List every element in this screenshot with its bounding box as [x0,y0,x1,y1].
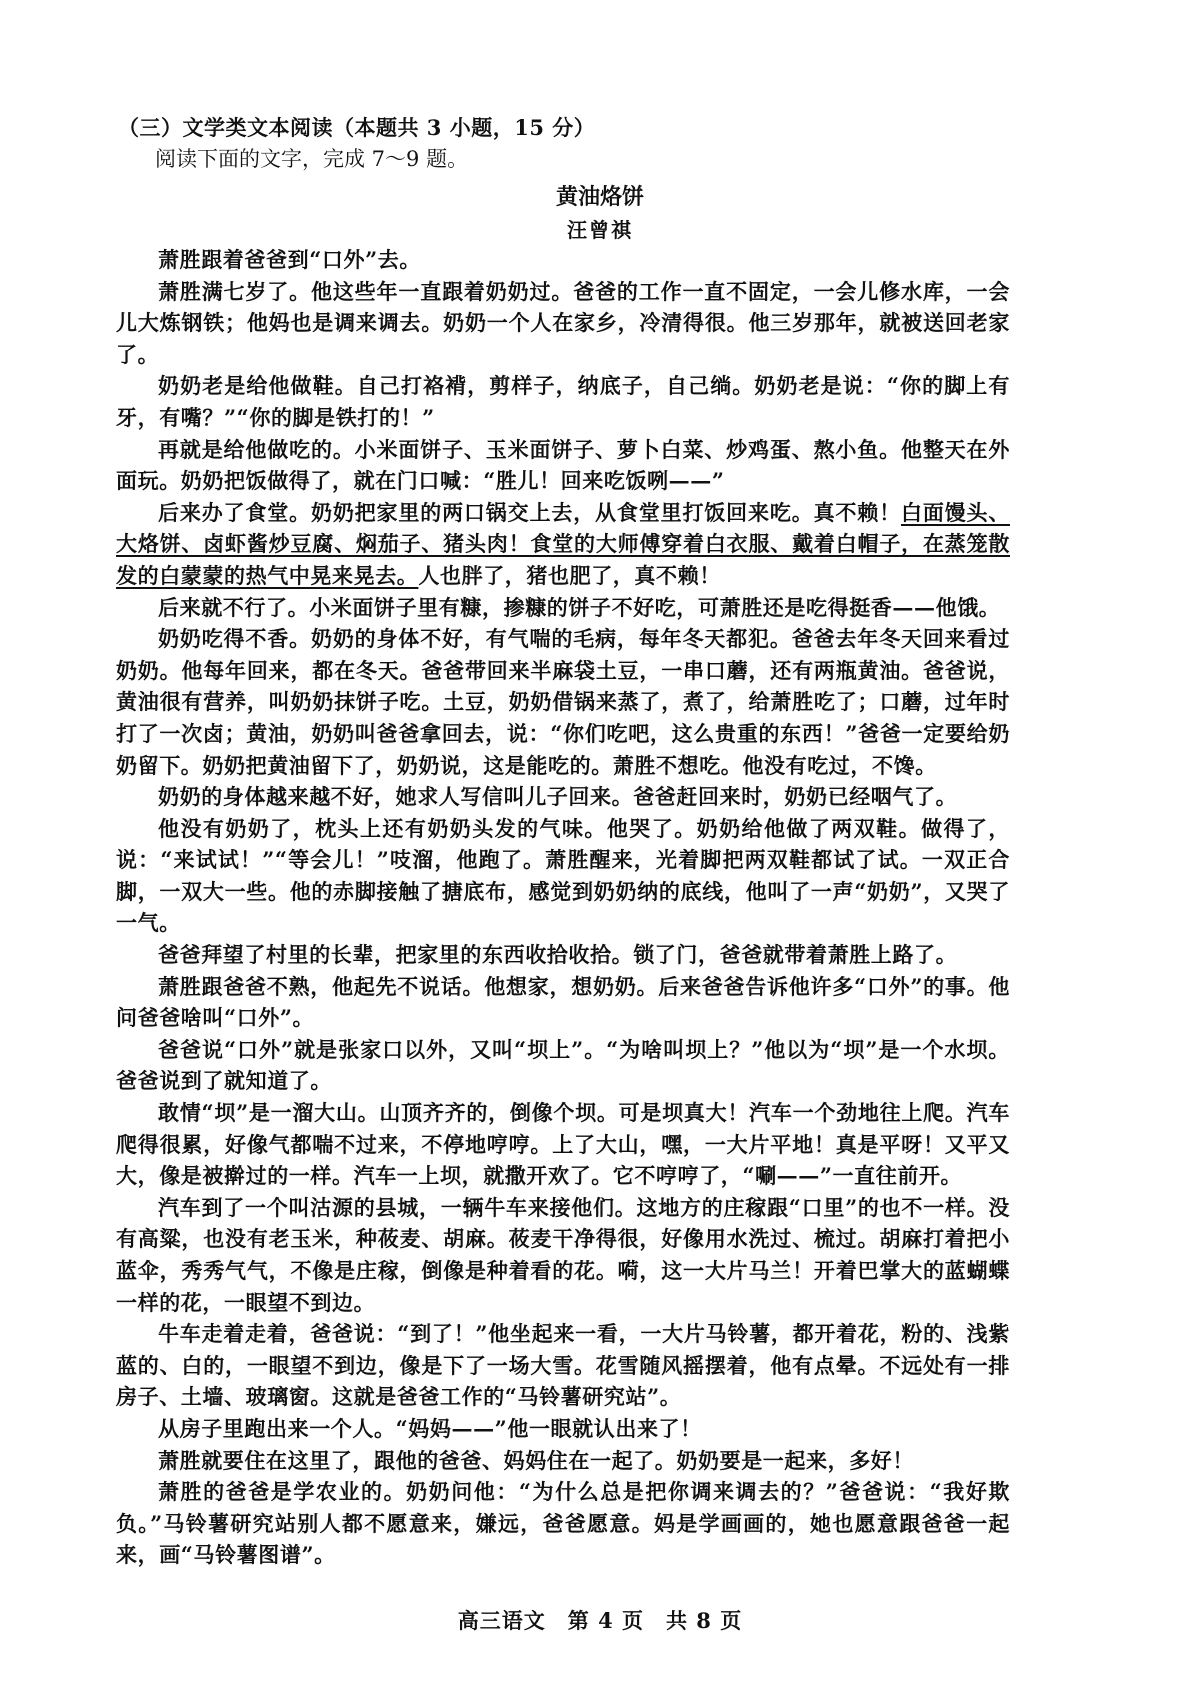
paragraph-underlined [116,497,1010,592]
paragraph: 爸爸说“口外”就是张家口以外，又叫“坝上”。“为啥叫坝上？”他以为“坝”是一个水坝。爸爸说到了就知道了。 [116,1036,1010,1094]
paragraph: 萧胜跟着爸爸到“口外”去。 [158,247,421,272]
paragraph: 后来就不行了。小米面饼子里有糠，掺糠的饼子不好吃，可萧胜还是吃得挺香——他饿。 [158,594,1001,620]
paragraph: 萧胜满七岁了。他这些年一直跟着奶奶过。爸爸的工作一直不固定，一会儿修水库，一会儿大炼钢铁；他妈也是调来调去。奶奶一个人在家乡，冷清得很。他三岁那年，就被送回老家了。 [116,278,1010,367]
section-heading: （三）文学类文本阅读（本题共 3 小题，15 分） [118,115,596,140]
page-footer: 高三语文 第 4 页 共 8 页 [457,1608,743,1633]
paragraph: 奶奶吃得不香。奶奶的身体不好，有气喘的毛病，每年冬天都犯。爸爸去年冬天回来看过奶奶。他每年回来，都在冬天。爸爸带回来半麻袋土豆，一串口蘑，还有两瓶黄油。爸爸说，黄油很有营养，叫奶奶抹饼子吃。土豆，奶奶借锅来蒸了，煮了，给萧胜吃了；口蘑，过年时打了一次卤；黄油，奶奶叫爸爸拿回去，说：“你们吃吧，这么贵重的东西！”爸爸一定要给奶奶留下。奶奶把黄油留下了，奶奶说，这是能吃的。萧胜不想吃。他没有吃过，不馋。 [116,626,1010,778]
paragraph: 汽车到了一个叫沽源的县城，一辆牛车来接他们。这地方的庄稼跟“口里”的也不一样。没有高粱，也没有老玉米，种莜麦、胡麻。莜麦干净得很，好像用水洗过、梳过。胡麻打着把小蓝伞，秀秀气气，不像是庄稼，倒像是种着看的花。嗬，这一大片马兰！开着巴掌大的蓝蝴蝶一样的花，一眼望不到边。 [116,1194,1010,1315]
paragraph-text: 后来办了食堂。奶奶把家里的两口锅交上去，从食堂里打饭回来吃。真不赖！ [158,499,901,525]
article-author: 汪曾祺 [567,218,633,242]
underlined-passage: 白面馒头、大烙饼、卤虾酱炒豆腐、焖茄子、猪头肉！食堂的大师傅穿着白衣服、戴着白帽子，在蒸笼散发的白蒙蒙的热气中晃来晃去。 [116,499,1010,588]
paragraph: 他没有奶奶了，枕头上还有奶奶头发的气味。他哭了。奶奶给他做了两双鞋。做得了，说：“来试试！”“等会儿！”吱溜，他跑了。萧胜醒来，光着脚把两双鞋都试了试。一双正合脚，一双大一些。他的赤脚接触了搪底布，感觉到奶奶纳的底线，他叫了一声“奶奶”，又哭了一气。 [116,815,1010,936]
paragraph: 从房子里跑出来一个人。“妈妈——”他一眼就认出来了！ [158,1415,702,1441]
article-body [116,244,1010,1571]
paragraph: 牛车走着走着，爸爸说：“到了！”他坐起来一看，一大片马铃薯，都开着花，粉的、浅紫蓝的、白的，一眼望不到边，像是下了一场大雪。花雪随风摇摆着，他有点晕。不远处有一排房子、土墙、玻璃窗。这就是爸爸工作的“马铃薯研究站”。 [116,1321,1010,1410]
paragraph: 萧胜的爸爸是学农业的。奶奶问他：“为什么总是把你调来调去的？”爸爸说：“我好欺负。”马铃薯研究站别人都不愿意来，嫌远，爸爸愿意。妈是学画画的，她也愿意跟爸爸一起来，画“马铃薯图谱”。 [116,1479,1010,1568]
paragraph: 奶奶的身体越来越不好，她求人写信叫儿子回来。爸爸赶回来时，奶奶已经咽气了。 [158,784,958,810]
paragraph: 爸爸拜望了村里的长辈，把家里的东西收拾收拾。锁了门，爸爸就带着萧胜上路了。 [158,942,958,968]
paragraph: 敢情“坝”是一溜大山。山顶齐齐的，倒像个坝。可是坝真大！汽车一个劲地往上爬。汽车爬得很累，好像气都喘不过来，不停地哼哼。上了大山，嘿，一大片平地！真是平呀！又平又大，像是被擀过的一样。汽车一上坝，就撒开欢了。它不哼哼了，“唰——”一直往前开。 [116,1100,1010,1189]
paragraph-text: 人也胖了，猪也肥了，真不赖！ [418,562,721,588]
paragraph: 奶奶老是给他做鞋。自己打袼褙，剪样子，纳底子，自己绱。奶奶老是说：“你的脚上有牙，有嘴？”“你的脚是铁打的！” [116,373,1010,430]
paragraph: 萧胜就要住在这里了，跟他的爸爸、妈妈住在一起了。奶奶要是一起来，多好！ [158,1447,914,1473]
paragraph: 再就是给他做吃的。小米面饼子、玉米面饼子、萝卜白菜、炒鸡蛋、熬小鱼。他整天在外面玩。奶奶把饭做得了，就在门口喊：“胜儿！回来吃饭咧——” [116,436,1010,494]
article-title: 黄油烙饼 [555,184,644,210]
paragraph: 萧胜跟爸爸不熟，他起先不说话。他想家，想奶奶。后来爸爸告诉他许多“口外”的事。他问爸爸啥叫“口外”。 [116,973,1010,1031]
instruction: 阅读下面的文字，完成 7～9 题。 [155,147,469,171]
